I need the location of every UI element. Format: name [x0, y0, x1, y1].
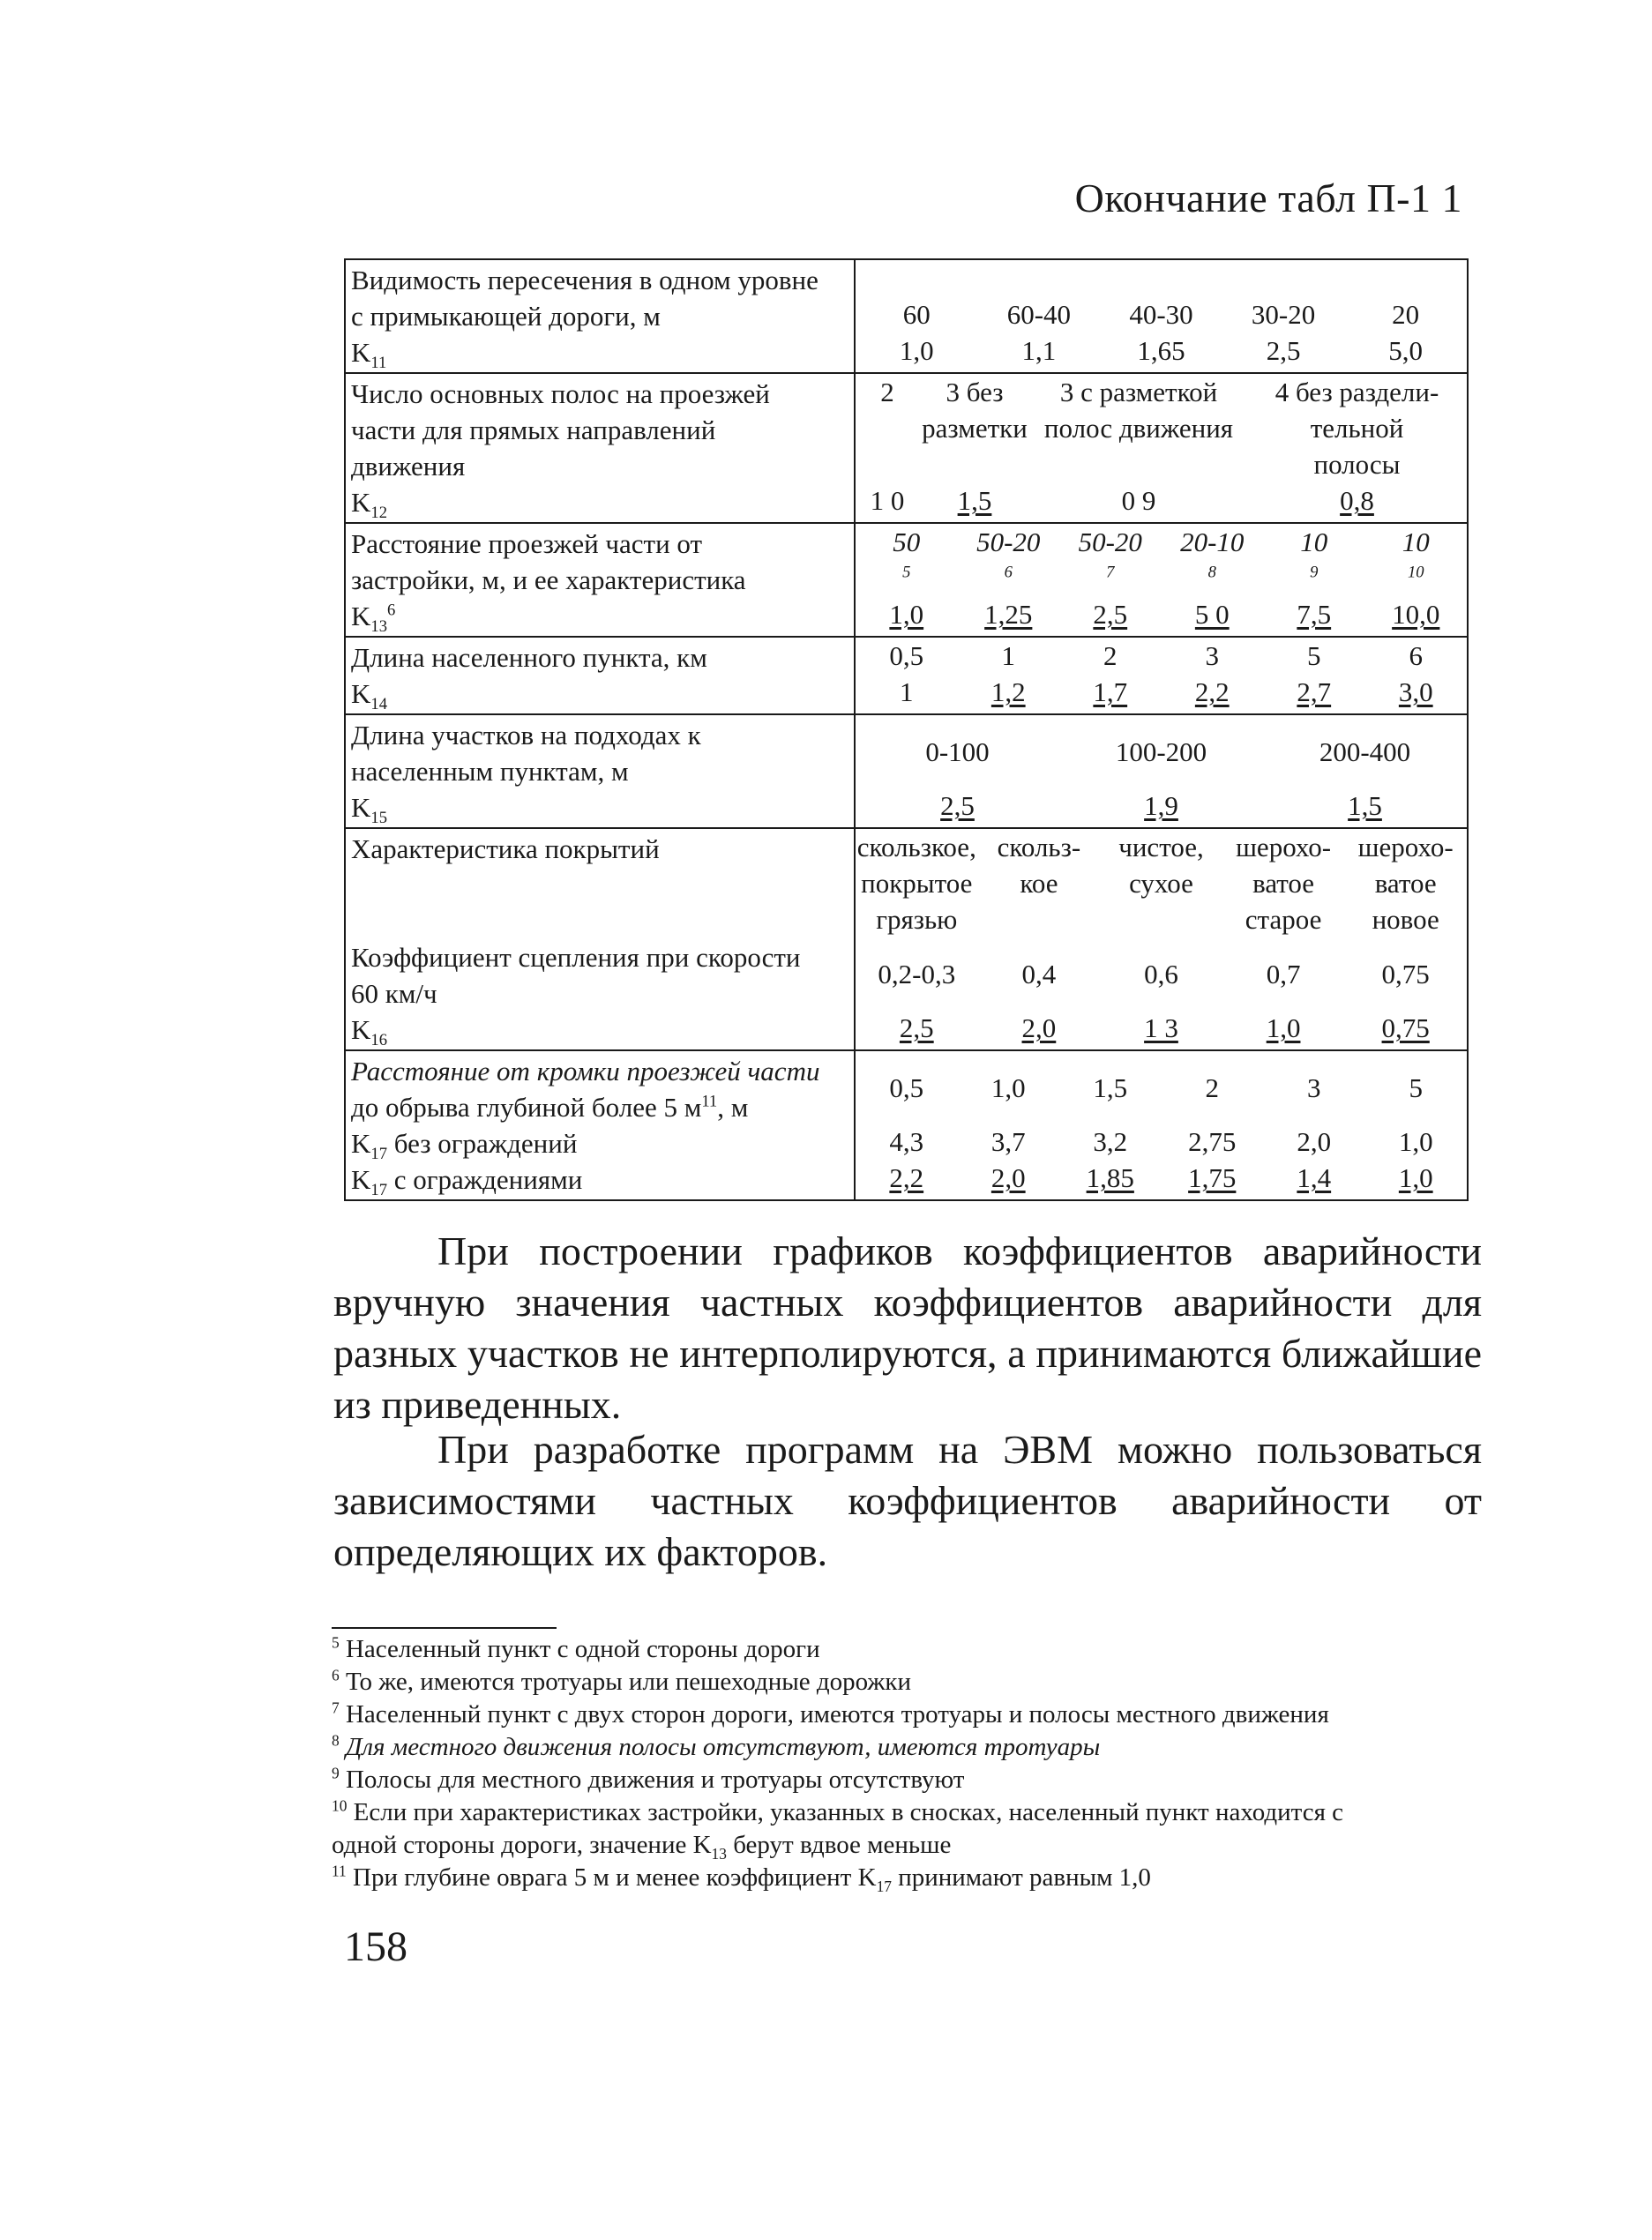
- k-symbol: K: [351, 337, 371, 368]
- coefficient-cell: 0,7: [1266, 958, 1301, 989]
- value-cell: 1 3: [1144, 1012, 1178, 1043]
- value-cell: 3,2: [1093, 1126, 1128, 1157]
- category-text: 10: [1402, 526, 1430, 557]
- value-line: [856, 1124, 1467, 1160]
- value-cell: 2,0: [990, 1162, 1026, 1193]
- row-label: [345, 373, 855, 523]
- label-line: Расстояние проезжей части от: [351, 528, 703, 559]
- label-line: Характеристика покрытий: [351, 833, 660, 864]
- footnote: [332, 1731, 1487, 1764]
- category-text: 20-10: [1180, 526, 1245, 557]
- label-line: Длина участков на подходах к: [351, 720, 701, 750]
- category-line: [856, 446, 1467, 482]
- surface-cell: [1100, 901, 1222, 937]
- k-subscript: 12: [370, 504, 387, 523]
- label-line: с примыкающей дороги, м: [351, 301, 661, 332]
- row-values: [855, 523, 1468, 637]
- category-line: [856, 638, 1467, 674]
- k-symbol: K: [351, 1164, 371, 1195]
- category-cell: разметки: [922, 413, 1028, 444]
- category-cell: 60: [902, 299, 931, 330]
- value-cell: 1: [900, 676, 914, 707]
- table-row-k15: [345, 714, 1468, 828]
- row-label: [345, 828, 855, 1050]
- label-line: Расстояние от кромки проезжей части: [351, 1056, 820, 1086]
- value-cell: 1,0: [889, 599, 924, 630]
- category-cell: 3: [1205, 640, 1219, 671]
- category-cell: 3: [1307, 1071, 1321, 1103]
- footnote-ref: 8: [1207, 563, 1216, 582]
- coefficient-cell: 0,2-0,3: [878, 958, 956, 989]
- label-text: , м: [717, 1092, 749, 1123]
- category-cell: полосы: [1313, 449, 1401, 480]
- value-cell: 2,2: [889, 1162, 924, 1193]
- value-line: [856, 788, 1467, 824]
- value-cell: 2,75: [1188, 1126, 1237, 1157]
- row-values: [855, 637, 1468, 714]
- value-cell: 1,2: [990, 676, 1026, 707]
- value-cell: 0,8: [1340, 485, 1374, 516]
- category-cell: [1263, 524, 1365, 596]
- coefficient-line: [856, 937, 1467, 1010]
- footnote-ref: 6: [1004, 563, 1013, 582]
- value-cell: 1,1: [1021, 335, 1057, 366]
- page-number: 158: [344, 1923, 407, 1970]
- surface-cell: чистое,: [1118, 832, 1204, 862]
- category-cell: [1365, 524, 1468, 596]
- k-label: [351, 789, 849, 828]
- paragraph-text: При разработке программ на ЭВМ можно пользоваться зависимостями частных коэффициентов аварийности от определяющих их факторов.: [333, 1427, 1482, 1574]
- table-row-k12: [345, 373, 1468, 523]
- footnote-continuation: [332, 1829, 1487, 1862]
- label-line: застройки, м, и ее характеристика: [351, 564, 746, 595]
- row-values: [855, 373, 1468, 523]
- category-cell: 200-400: [1319, 735, 1411, 767]
- paragraph-1: [333, 1226, 1482, 1430]
- value-cell: 1,65: [1137, 335, 1185, 366]
- footnote-number: 5: [332, 1633, 340, 1652]
- surface-cell: скольз-: [997, 832, 1081, 862]
- surface-grid: [856, 829, 1467, 937]
- k-label: [351, 484, 849, 523]
- row-label: [345, 259, 855, 373]
- paragraph-2: [333, 1424, 1482, 1578]
- value-cell: 5 0: [1194, 599, 1230, 630]
- value-cell: 4,3: [889, 1126, 924, 1157]
- value-cell: 10,0: [1392, 599, 1440, 630]
- label-text: с ограждениями: [386, 1164, 583, 1195]
- footnote-ref: 9: [1310, 563, 1319, 582]
- category-cell: 0,5: [889, 1071, 924, 1103]
- table-row-k11: [345, 259, 1468, 373]
- value-cell: 1,5: [957, 485, 992, 516]
- paragraph-text: При построении графиков коэффициентов аварийности вручную значения частных коэффициентов аварийности для разных участков не интерполируются, а принимаются ближайшие из приведенных.: [333, 1228, 1482, 1427]
- category-line: [856, 410, 1467, 446]
- k-subscript: 17: [370, 1181, 387, 1200]
- value-cell: 2,2: [1194, 676, 1230, 707]
- surface-cell: [978, 901, 1101, 937]
- value-cell: 1,85: [1086, 1162, 1134, 1193]
- category-cell: 60-40: [1006, 299, 1072, 330]
- footnote-text: берут вдвое меньше: [726, 1831, 952, 1859]
- footnote: [332, 1699, 1487, 1731]
- value-line: [856, 1160, 1467, 1196]
- label-line: движения: [351, 451, 466, 482]
- label-line: части для прямых направлений: [351, 414, 716, 445]
- label-line: [351, 1089, 849, 1125]
- surface-cell: кое: [1020, 868, 1058, 899]
- row-values: [855, 828, 1468, 1050]
- value-cell: 1,0: [1398, 1126, 1433, 1157]
- category-cell: 5: [1409, 1071, 1423, 1103]
- footnote-text: При глубине оврага 5 м и менее коэффициент K: [353, 1863, 877, 1892]
- footnote: [332, 1796, 1487, 1829]
- surface-cell: грязью: [876, 904, 958, 935]
- value-cell: 1,7: [1093, 676, 1128, 707]
- category-cell: [1162, 524, 1264, 596]
- k-label: [351, 676, 849, 712]
- k-subscript: 13: [711, 1844, 727, 1863]
- surface-cell: ватое: [1252, 868, 1315, 899]
- footnote-divider: [332, 1627, 557, 1629]
- surface-column: [978, 829, 1101, 937]
- row-values: [855, 1050, 1468, 1200]
- value-cell: 2,5: [1093, 599, 1128, 630]
- value-cell: 7,5: [1297, 599, 1332, 630]
- category-cell: 2: [1205, 1071, 1219, 1103]
- footnote: [332, 1862, 1487, 1894]
- surface-cell: ватое: [1374, 868, 1437, 899]
- value-cell: 1,4: [1297, 1162, 1332, 1193]
- row-label: [345, 1050, 855, 1200]
- category-line: [856, 715, 1467, 788]
- k-subscript: 11: [370, 354, 387, 373]
- category-cell: 20: [1392, 299, 1420, 330]
- category-cell: 6: [1409, 640, 1423, 671]
- k-symbol: K: [351, 678, 371, 709]
- value-line: [856, 332, 1467, 369]
- category-text: 10: [1300, 526, 1328, 557]
- footnote-text: Населенный пункт с одной стороны дороги: [345, 1635, 820, 1663]
- category-cell: 1,5: [1093, 1071, 1128, 1103]
- footnote: [332, 1666, 1487, 1699]
- footnote: [332, 1764, 1487, 1796]
- category-cell: 100-200: [1115, 735, 1207, 767]
- row-label: [345, 714, 855, 828]
- footnote-text: Населенный пункт с двух сторон дороги, имеются тротуары и полосы местного движения: [345, 1700, 1329, 1729]
- row-label: [345, 637, 855, 714]
- table-row-k13: [345, 523, 1468, 637]
- category-line: [856, 1051, 1467, 1124]
- category-text: 50-20: [976, 526, 1041, 557]
- category-cell: 0-100: [925, 735, 990, 767]
- k-label: [351, 1125, 849, 1164]
- label-line: Коэффициент сцепления при скорости: [351, 942, 801, 973]
- k-subscript: 15: [370, 809, 387, 828]
- coefficient-cell: 0,4: [1021, 958, 1057, 989]
- surface-column: [1344, 829, 1467, 937]
- value-line: [856, 1010, 1467, 1046]
- label-line: Видимость пересечения в одном уровне: [351, 265, 819, 295]
- k-subscript: 14: [370, 695, 387, 714]
- value-cell: 2,0: [1297, 1126, 1332, 1157]
- footnote-ref: 5: [902, 563, 911, 582]
- category-cell: [856, 524, 958, 596]
- surface-cell: шерохо-: [1236, 832, 1332, 862]
- footnote-text: Для местного движения полосы отсутствуют, имеются тротуары: [345, 1733, 1101, 1761]
- footnote-number: 8: [332, 1731, 340, 1750]
- category-cell: 4 без раздели-: [1275, 377, 1439, 407]
- footnote-text: То же, имеются тротуары или пешеходные дорожки: [345, 1668, 912, 1696]
- footnote-text: Полосы для местного движения и тротуары отсутствуют: [345, 1766, 965, 1794]
- k-subscript: 17: [876, 1877, 892, 1895]
- footnote-number: 7: [332, 1699, 340, 1717]
- category-cell: 1,0: [990, 1071, 1026, 1103]
- surface-cell: шерохо-: [1357, 832, 1454, 862]
- surface-column: [1100, 829, 1222, 937]
- label-line: населенным пунктам, м: [351, 756, 629, 787]
- label-line: Число основных полос на проезжей: [351, 378, 770, 409]
- footnote-text: принимают равным 1,0: [891, 1863, 1151, 1892]
- surface-cell: покрытое: [861, 868, 973, 899]
- footnote-number: 10: [332, 1796, 348, 1815]
- label-text: без ограждений: [386, 1128, 578, 1159]
- value-cell: 0,75: [1381, 1012, 1430, 1043]
- category-line: [856, 524, 1467, 596]
- category-text: 50: [893, 526, 921, 557]
- label-line: Длина населенного пункта, км: [351, 642, 707, 673]
- k-subscript: 13: [370, 617, 387, 637]
- category-cell: 30-20: [1251, 299, 1316, 330]
- footnote-number: 6: [332, 1666, 340, 1684]
- surface-column: [856, 829, 978, 937]
- category-cell: 2: [1103, 640, 1118, 671]
- k-label: [351, 1012, 849, 1048]
- k-symbol: K: [351, 487, 371, 518]
- row-values: [855, 714, 1468, 828]
- table-caption: Окончание табл П-1 1: [1074, 175, 1462, 220]
- category-cell: 2: [880, 377, 894, 407]
- coefficient-cell: 0,6: [1144, 958, 1178, 989]
- table-row-k17: [345, 1050, 1468, 1200]
- footnote-ref: 10: [1407, 563, 1424, 582]
- value-line: [856, 596, 1467, 632]
- coefficient-cell: 0,75: [1381, 958, 1430, 989]
- k-symbol: K: [351, 792, 371, 823]
- footnotes: [332, 1633, 1487, 1894]
- k-subscript: 17: [370, 1145, 387, 1164]
- footnote-number: 11: [332, 1862, 347, 1880]
- label-line: 60 км/ч: [351, 978, 437, 1009]
- footnote-ref: 6: [386, 601, 396, 620]
- k-subscript: 16: [370, 1031, 387, 1050]
- value-cell: 1,0: [1398, 1162, 1433, 1193]
- value-cell: 3,7: [990, 1126, 1026, 1157]
- category-cell: 1: [1001, 640, 1015, 671]
- k-symbol: K: [351, 1014, 371, 1045]
- value-line: [856, 482, 1467, 519]
- row-values: [855, 259, 1468, 373]
- k-symbol: K: [351, 1128, 371, 1159]
- value-line: [856, 674, 1467, 710]
- value-cell: 1,25: [984, 599, 1033, 630]
- category-cell: 5: [1307, 640, 1321, 671]
- footnote: [332, 1633, 1487, 1666]
- value-cell: 1 0: [870, 485, 905, 516]
- footnote-ref: 11: [701, 1092, 718, 1111]
- value-cell: 2,0: [1021, 1012, 1057, 1043]
- value-cell: 0 9: [1121, 485, 1156, 516]
- category-cell: 3 с разметкой: [1059, 377, 1218, 407]
- value-cell: 5,0: [1388, 335, 1424, 366]
- surface-column: [1222, 829, 1345, 937]
- table-row-k14: [345, 637, 1468, 714]
- k-label: [351, 598, 849, 637]
- category-text: 50-20: [1078, 526, 1142, 557]
- footnote-ref: 7: [1106, 563, 1115, 582]
- k-label: [351, 1161, 849, 1198]
- category-cell: 40-30: [1129, 299, 1193, 330]
- footnote-number: 9: [332, 1764, 340, 1782]
- surface-cell: старое: [1245, 904, 1322, 935]
- value-cell: 2,7: [1297, 676, 1332, 707]
- value-cell: 1,9: [1144, 790, 1178, 821]
- footnote-text: Если при характеристиках застройки, указанных в сносках, населенный пункт находится с: [353, 1798, 1344, 1826]
- value-cell: 2,5: [899, 1012, 934, 1043]
- category-cell: [958, 524, 1060, 596]
- footnote-text: одной стороны дороги, значение K: [332, 1831, 712, 1859]
- row-label: [345, 523, 855, 637]
- label-text: до обрыва глубиной более 5 м: [351, 1092, 702, 1123]
- category-line: [856, 296, 1467, 332]
- value-cell: 3,0: [1398, 676, 1433, 707]
- surface-cell: скользкое,: [856, 832, 976, 862]
- k-label: [351, 334, 849, 373]
- table-row-k16: [345, 828, 1468, 1050]
- category-cell: [1059, 524, 1162, 596]
- surface-cell: сухое: [1129, 868, 1193, 899]
- category-cell: 0,5: [889, 640, 924, 671]
- value-cell: 2,5: [1266, 335, 1301, 366]
- k-symbol: K: [351, 601, 371, 631]
- value-cell: 1,75: [1188, 1162, 1237, 1193]
- category-line: [856, 374, 1467, 410]
- coefficient-table: [344, 258, 1469, 1201]
- value-cell: 1,5: [1348, 790, 1382, 821]
- category-cell: полос движения: [1043, 413, 1234, 444]
- value-cell: 2,5: [940, 790, 975, 821]
- surface-cell: новое: [1372, 904, 1439, 935]
- category-cell: тельной: [1310, 413, 1404, 444]
- category-cell: 3 без: [946, 377, 1004, 407]
- value-cell: 1,0: [899, 335, 934, 366]
- value-cell: 1,0: [1266, 1012, 1301, 1043]
